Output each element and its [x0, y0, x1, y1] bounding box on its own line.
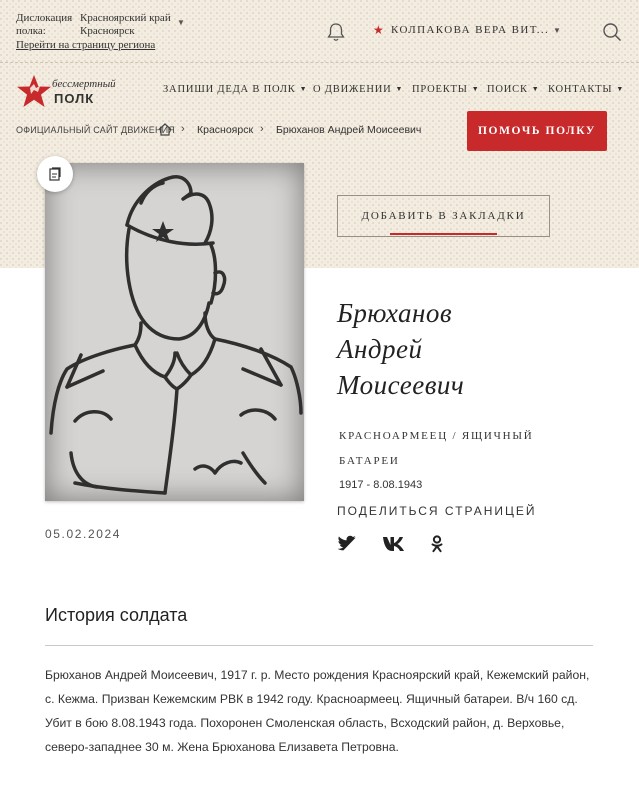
- soldier-portrait-drawing: [45, 163, 304, 501]
- nav-item-about[interactable]: О ДВИЖЕНИИ ▼: [313, 84, 404, 95]
- breadcrumb-city[interactable]: Красноярск: [197, 124, 254, 136]
- chevron-down-icon: ▼: [471, 85, 480, 93]
- published-date: 05.02.2024: [45, 527, 122, 541]
- edit-button[interactable]: [37, 156, 73, 192]
- soldier-first-name: Андрей: [337, 334, 423, 364]
- dislocation-label: Дислокация полка:: [16, 12, 73, 37]
- chevron-down-icon: ▼: [299, 85, 308, 93]
- story-divider: [45, 645, 593, 646]
- odnoklassniki-icon[interactable]: [430, 535, 444, 553]
- breadcrumb-site[interactable]: ОФИЦИАЛЬНЫЙ САЙТ ДВИЖЕНИЯ: [16, 125, 176, 135]
- chevron-down-icon: ▼: [531, 85, 540, 93]
- chevron-down-icon: ▼: [395, 85, 404, 93]
- add-bookmark-button[interactable]: ДОБАВИТЬ В ЗАКЛАДКИ: [337, 195, 550, 237]
- logo-text-bottom: ПОЛК: [54, 91, 95, 106]
- soldier-patronymic: Моисеевич: [337, 370, 465, 400]
- nav-item-search[interactable]: ПОИСК ▼: [487, 84, 540, 95]
- soldier-surname: Брюханов: [337, 298, 453, 328]
- chevron-down-icon[interactable]: ▼: [553, 26, 561, 35]
- twitter-icon[interactable]: [337, 535, 357, 553]
- soldier-rank: КРАСНОАРМЕЕЦ / ЯЩИЧНЫЙ БАТАРЕИ: [339, 430, 534, 467]
- top-bar: [0, 0, 639, 60]
- chevron-right-icon: ›: [260, 123, 264, 135]
- story-title: История солдата: [45, 605, 188, 625]
- nav-item-contacts[interactable]: КОНТАКТЫ ▼: [548, 84, 625, 95]
- user-menu[interactable]: КОЛПАКОВА ВЕРА ВИТ...: [391, 24, 550, 36]
- nav-item-write-grandfather[interactable]: ЗАПИШИ ДЕДА В ПОЛК ▼: [163, 84, 308, 95]
- soldier-photo: [45, 163, 304, 501]
- search-icon[interactable]: [602, 22, 622, 42]
- region-page-link[interactable]: Перейти на страницу региона: [16, 39, 156, 51]
- logo-text-top: бессмертный: [52, 78, 116, 90]
- breadcrumb-current: Брюханов Андрей Моисеевич: [276, 124, 422, 136]
- help-regiment-button[interactable]: ПОМОЧЬ ПОЛКУ: [467, 111, 607, 151]
- logo[interactable]: [16, 74, 126, 112]
- soldier-dates: 1917 - 8.08.1943: [339, 479, 423, 491]
- edit-icon: [48, 167, 62, 181]
- chevron-right-icon: ›: [181, 123, 185, 135]
- nav-item-projects[interactable]: ПРОЕКТЫ ▼: [412, 84, 480, 95]
- chevron-down-icon: ▼: [616, 85, 625, 93]
- story-text: Брюханов Андрей Моисеевич, 1917 г. р. Место рождения Красноярский край, Кежемский район, с. Кежма. Призван Кежемским РВК в 1942 году. Красноармеец. Ящичный батареи. В/ч 160 сд. Убит в бою 8.08.1943 года. Похоронен Смоленская область, Всходский район, д. Верховье, северо-западнее 30 м. Жена Брюханова Елизавета Петровна.: [45, 668, 590, 754]
- bookmark-accent-line: [390, 233, 497, 235]
- home-icon[interactable]: [158, 123, 172, 136]
- dislocation-selector[interactable]: Красноярский край Красноярск: [80, 12, 171, 37]
- share-title: ПОДЕЛИТЬСЯ СТРАНИЦЕЙ: [337, 504, 537, 518]
- header-divider: [0, 62, 639, 63]
- logo-star-icon: [16, 74, 52, 108]
- chevron-down-icon[interactable]: ▼: [177, 18, 185, 27]
- star-icon: ★: [373, 23, 384, 37]
- vk-icon[interactable]: [382, 535, 406, 553]
- bell-icon[interactable]: [327, 22, 345, 42]
